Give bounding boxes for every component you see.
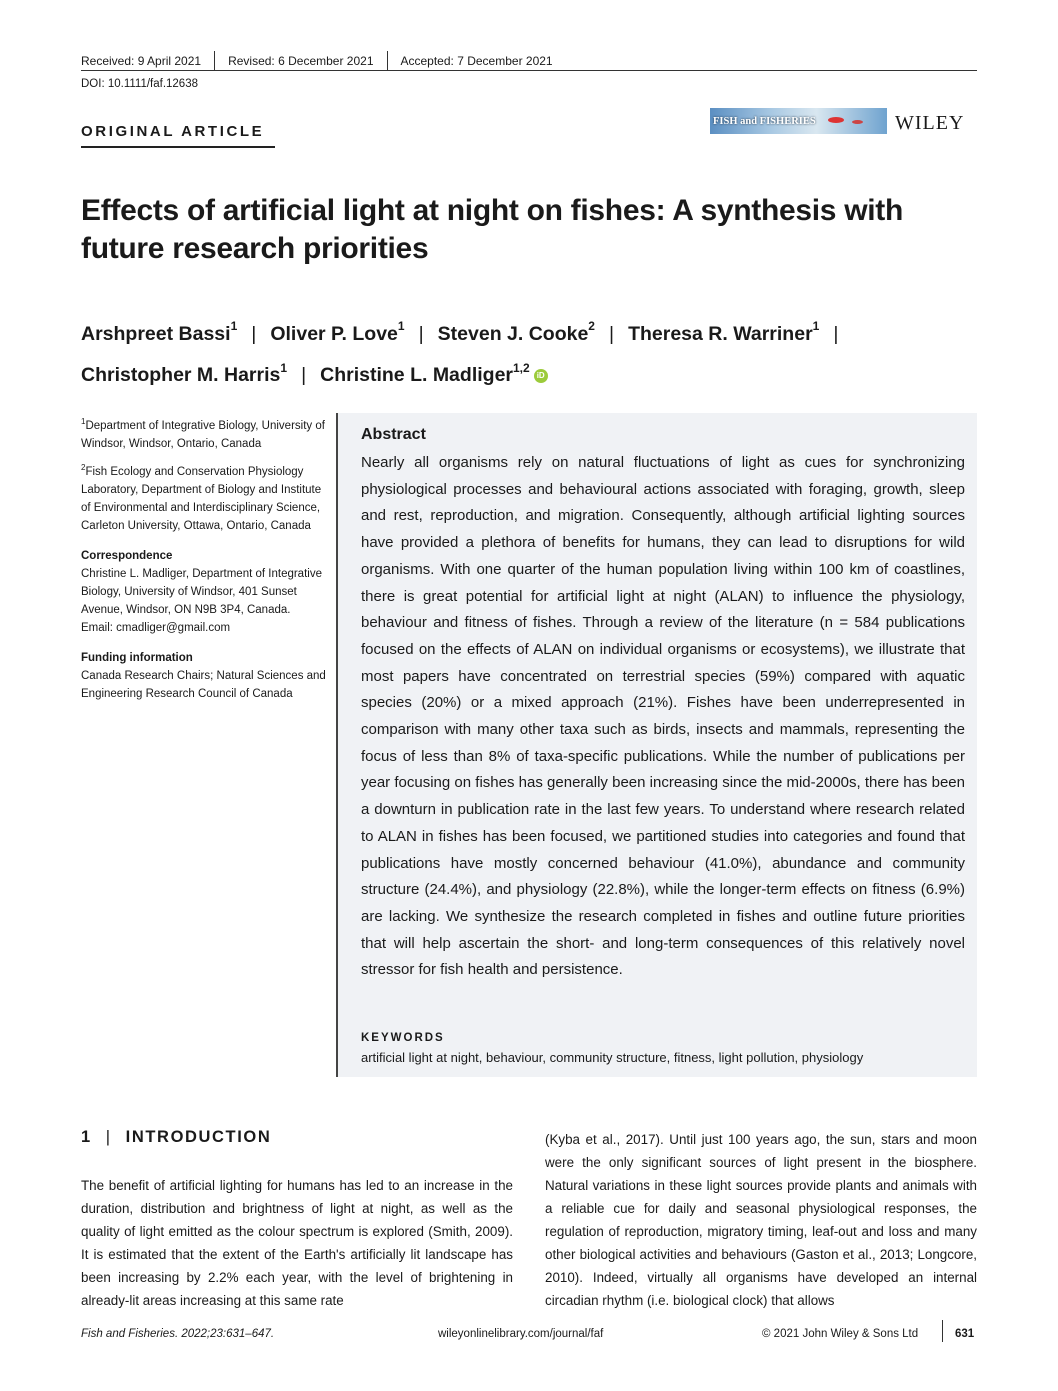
paper-title: Effects of artificial light at night on fishes: A synthesis with future research priorities [81,194,904,265]
keywords-list: artificial light at night, behaviour, community structure, fitness, light pollution, physiology [361,1050,864,1065]
correspondence-address: Christine L. Madliger, Department of Integrative Biology, University of Windsor, 401 Sunset Avenue, Windsor, ON N9B 3P4, Canada. [81,567,322,616]
fish-icon [852,120,863,124]
article-type-rule [81,146,275,148]
doi[interactable]: DOI: 10.1111/faf.12638 [81,78,198,90]
affiliation: $^1$Department of Integrative Biology, University of Windsor, Windsor, Ontario, Canada [81,417,325,450]
section-number: 1 [81,1128,92,1146]
intro-text-right: (Kyba et al., 2017). Until just 100 years ago, the sun, stars and moon were the only significant sources of light present in the biosphere. Natural variations in these light sources provide plants and animals with a reliable cue for daily and seasonal physiological responses, the regulation of reproduction, migratory timing, leaf-out and loss and many other biological activities and behaviours (Gaston et al., 2013; Longcore, 2010). Indeed, virtually all organisms have developed an internal circadian rhythm (i.e. biological clock) that allows [545,1132,977,1308]
funding-text: Canada Research Chairs; Natural Sciences and Engineering Research Council of Canada [81,669,326,700]
divider [214,51,215,71]
journal-logo [710,108,887,134]
intro-text-left: The benefit of artificial lighting for humans has led to an increase in the duration, distribution and brightness of light at night, as well as the quality of light emitted as the colour spectrum is explored (Smith, 2009). It is estimated that the extent of the Earth's artificially lit landscape has been increasing by 2.2% each year, with the level of brightening in already-lit areas increasing at this same rate [81,1178,513,1308]
orcid-icon[interactable]: iD [534,369,548,383]
author[interactable]: Steven J. Cooke$^2$ [437,319,595,345]
author[interactable]: Theresa R. Warriner$^1$ [628,319,820,345]
revised-date: Revised: 6 December 2021 [228,54,374,68]
footer-divider [942,1320,943,1342]
correspondence-email[interactable]: Email: cmadliger@gmail.com [81,621,231,634]
fish-icon [828,117,844,123]
keywords-heading: KEYWORDS [361,1032,445,1044]
article-type: ORIGINAL ARTICLE [81,123,265,140]
divider [387,51,388,71]
affiliation: $^2$Fish Ecology and Conservation Physiology Laboratory, Department of Biology and Institute of Environmental and Interdisciplinary Science, Carleton University, Ottawa, Ontario, Canada [81,462,322,532]
correspondence-heading: Correspondence [81,549,173,562]
received-date: Received: 9 April 2021 [81,54,202,68]
author[interactable]: Christine L. Madliger$^{1,2}$ [320,360,530,386]
funding-heading: Funding information [81,651,193,664]
author-info-column [81,413,326,709]
abstract-text: Nearly all organisms rely on natural fluctuations of light as cues for synchronizing physiological processes and behavioural actions associated with foraging, growth, sleep and rest, reproduction, and migration. Consequently, although artificial lighting sources have provided a plethora of benefits for humans, they can lead to disruptions for wild organisms. With one quarter of the human population living within 100 km of coastlines, there is great potential for artificial light at night (ALAN) to influence the physiology, behaviour and fitness of fishes. Through a review of the literature (n = 584 publications focused on the effects of ALAN on individual organisms or ecosystems), we illustrate that most papers have concentrated on terrestrial species (59%) compared with aquatic species (20%) or a mixed approach (21%). Fishes have been underrepresented in comparison with many other taxa such as birds, insects and mammals, representing the focus of less than 8% of taxa-specific publications. While the number of publications per year focusing on fishes has generally been increasing since the mid-2000s, there has been a downturn in publication rate in the last few years. To understand where research related to ALAN in fishes has been focused, we partitioned studies into categories and found that publications have mostly concerned behaviour (41.0%), abundance and community structure (24.4%), and physiology (22.8%), while the longer-term effects on fitness (6.9%) are lacking. We synthesize the research completed in fishes and outline future priorities that will help ascertain the short- and long-term consequences of this relatively novel stressor for fish health and persistence. [361,454,965,979]
section-heading: 1 | INTRODUCTION [81,1128,272,1146]
author-list: Arshpreet Bassi$^1$ | Oliver P. Love$^1$ | Steven J. Cooke$^2$ | Theresa R. Warriner$^1$ | Christopher M. Harris$^1$ | Christine L. Madliger$^{1,2}$iD [81,319,839,386]
author[interactable]: Arshpreet Bassi$^1$ [81,319,238,345]
page-number: 631 [955,1328,975,1340]
manuscript-dates [81,51,553,71]
journal-url[interactable]: wileyonlinelibrary.com/journal/faf [438,1328,604,1340]
abstract-heading: Abstract [361,426,426,443]
copyright: © 2021 John Wiley & Sons Ltd [762,1328,919,1340]
journal-citation: Fish and Fisheries. 2022;23:631–647. [81,1328,275,1340]
accepted-date: Accepted: 7 December 2021 [400,54,553,68]
section-title: INTRODUCTION [125,1128,272,1146]
publisher-logo: WILEY [895,112,965,134]
journal-logo-text: FISH and FISHERIES [713,115,816,127]
author[interactable]: Oliver P. Love$^1$ [270,319,405,345]
author[interactable]: Christopher M. Harris$^1$ [81,360,288,386]
header-rule [81,70,977,71]
